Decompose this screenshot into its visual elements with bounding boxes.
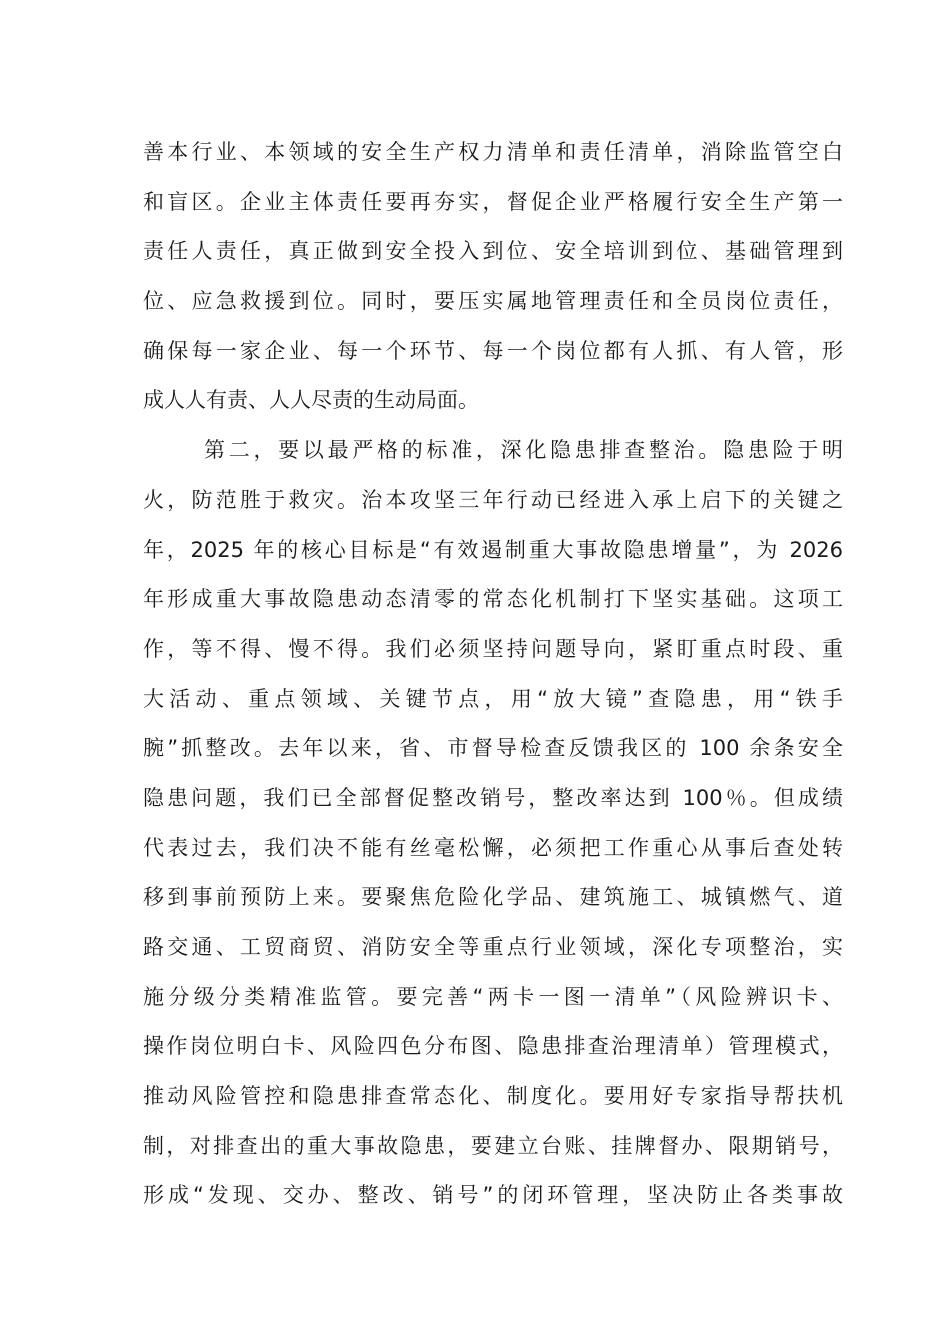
paragraph-2 bbox=[143, 426, 843, 1221]
text-line: 制，对排查出的重大事故隐患，要建立台账、挂牌督办、限期销号， bbox=[143, 1133, 843, 1158]
text-line: 代表过去，我们决不能有丝毫松懈，必须把工作重心从事后查处转 bbox=[143, 835, 843, 860]
paragraph-1 bbox=[143, 128, 843, 426]
text-line: 年，2025 年的核心目标是“有效遏制重大事故隐患增量”，为 2026 bbox=[143, 537, 843, 562]
text-line: 位、应急救援到位。同时，要压实属地管理责任和全员岗位责任， bbox=[143, 289, 843, 314]
text-line: 操作岗位明白卡、风险四色分布图、隐患排查治理清单）管理模式， bbox=[143, 1034, 843, 1059]
text-line: 第二，要以最严格的标准，深化隐患排查整治。隐患险于明 bbox=[204, 438, 843, 463]
text-line: 施分级分类精准监管。要完善“两卡一图一清单”（风险辨识卡、 bbox=[143, 984, 843, 1009]
text-line: 善本行业、本领域的安全生产权力清单和责任清单，消除监管空白 bbox=[143, 140, 843, 164]
text-line: 年形成重大事故隐患动态清零的常态化机制打下坚实基础。这项工 bbox=[143, 587, 843, 612]
text-line: 和盲区。企业主体责任要再夯实，督促企业严格履行安全生产第一 bbox=[143, 189, 843, 214]
text-line: 责任人责任，真正做到安全投入到位、安全培训到位、基础管理到 bbox=[143, 239, 843, 264]
document-body bbox=[143, 128, 843, 1221]
text-line: 腕”抓整改。去年以来，省、市督导检查反馈我区的 100 余条安全 bbox=[143, 736, 843, 761]
text-line: 形成“发现、交办、整改、销号”的闭环管理，坚决防止各类事故 bbox=[143, 1183, 843, 1208]
text-line: 成人人有责、人人尽责的生动局面。 bbox=[143, 388, 479, 413]
text-line: 路交通、工贸商贸、消防安全等重点行业领域，深化专项整治，实 bbox=[143, 935, 843, 959]
text-line: 确保每一家企业、每一个环节、每一个岗位都有人抓、有人管，形 bbox=[143, 338, 843, 363]
text-line: 移到事前预防上来。要聚焦危险化学品、建筑施工、城镇燃气、道 bbox=[143, 885, 843, 910]
text-line: 隐患问题，我们已全部督促整改销号，整改率达到 100％。但成绩 bbox=[143, 785, 843, 810]
text-line: 大活动、重点领域、关键节点，用“放大镜”查隐患，用“铁手 bbox=[143, 686, 843, 711]
text-line: 作，等不得、慢不得。我们必须坚持问题导向，紧盯重点时段、重 bbox=[143, 636, 843, 661]
text-line: 推动风险管控和隐患排查常态化、制度化。要用好专家指导帮扶机 bbox=[143, 1084, 843, 1109]
text-line: 火，防范胜于救灾。治本攻坚三年行动已经进入承上启下的关键之 bbox=[143, 487, 843, 512]
